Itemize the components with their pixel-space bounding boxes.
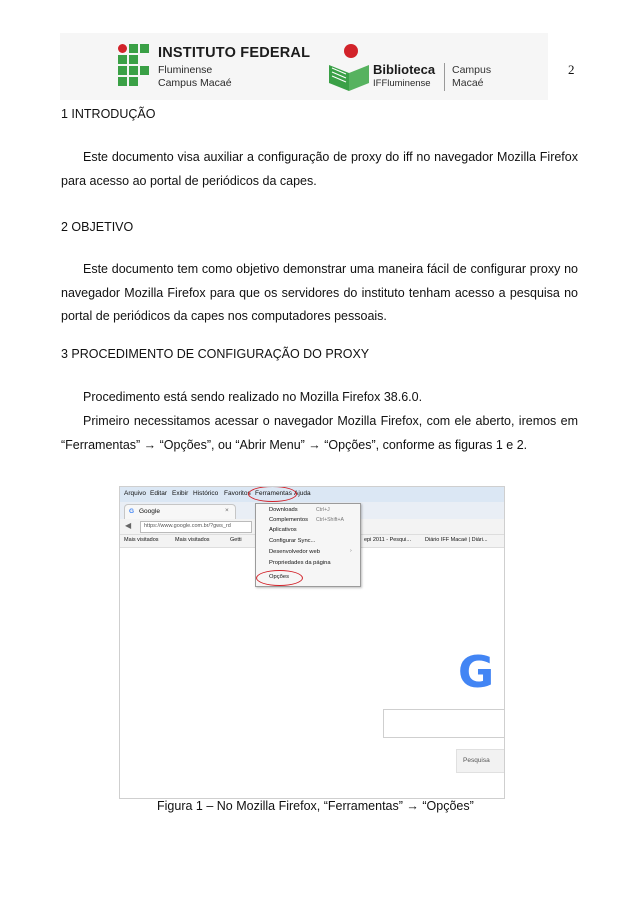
library-title: Biblioteca <box>373 62 436 77</box>
tab-title: Google <box>139 508 160 515</box>
url-text: https://www.google.com.br/?gws_rd <box>144 523 231 529</box>
highlight-ferramentas <box>248 486 297 502</box>
google-logo: G <box>458 647 495 698</box>
dropdown-configurar-sync[interactable]: Configurar Sync... <box>269 538 316 544</box>
google-search-input[interactable] <box>383 709 505 738</box>
library-book-icon <box>325 43 373 93</box>
url-input[interactable] <box>140 521 252 533</box>
procedure-heading: 3 PROCEDIMENTO DE CONFIGURAÇÃO DO PROXY <box>61 347 370 361</box>
bookmark-1[interactable]: Mais visitados <box>124 537 159 543</box>
search-button-label: Pesquisa <box>463 757 490 764</box>
institute-campus: Campus Macaé <box>158 77 232 89</box>
campus-name: Macaé <box>452 77 484 89</box>
shortcut-complementos: Ctrl+Shift+A <box>316 517 344 523</box>
divider <box>444 63 445 91</box>
dropdown-opcoes[interactable]: Opções <box>269 574 289 580</box>
dropdown-complementos[interactable]: Complementos <box>269 517 308 523</box>
library-subtitle: IFFluminense <box>373 78 431 89</box>
dropdown-desenvolvedor-web[interactable]: Desenvolvedor web <box>269 549 320 555</box>
google-favicon-icon: G <box>129 508 135 515</box>
dropdown-downloads[interactable]: Downloads <box>269 507 298 513</box>
menu-favoritos[interactable]: Favoritos <box>224 490 251 497</box>
submenu-arrow-icon: › <box>350 548 352 554</box>
institute-title: INSTITUTO FEDERAL <box>158 45 311 61</box>
bookmark-4[interactable]: epi 2011 - Pesqui... <box>364 537 411 543</box>
institute-subtitle: Fluminense <box>158 64 213 76</box>
dropdown-aplicativos[interactable]: Aplicativos <box>269 527 297 533</box>
bookmark-5[interactable]: Diário IFF Macaé | Diári... <box>425 537 488 543</box>
header-banner <box>60 33 548 100</box>
dropdown-propriedades[interactable]: Propriedades da página <box>269 560 331 566</box>
page-number: 2 <box>568 62 575 77</box>
shortcut-downloads: Ctrl+J <box>316 507 330 513</box>
browser-tab[interactable] <box>124 504 236 520</box>
highlight-opcoes <box>256 570 303 586</box>
bookmark-2[interactable]: Mais visitados <box>175 537 210 543</box>
objective-paragraph: Este documento tem como objetivo demonstrar uma maneira fácil de configurar proxy no navegador Mozilla Firefox para que os servidores do instituto tenham acesso a pesquisa no portal de periódicos da capes nos computadores pessoais. <box>61 262 578 323</box>
procedure-paragraph-2: Primeiro necessitamos acessar o navegador Mozilla Firefox, com ele aberto, iremos em “Ferramentas” → “Opções”, ou “Abrir Menu” → “Opções”, conforme as figuras 1 e 2. <box>61 414 578 452</box>
firefox-screenshot-figure <box>119 486 505 799</box>
intro-paragraph: Este documento visa auxiliar a configuração de proxy do iff no navegador Mozilla Firefox para acesso ao portal de periódicos da capes. <box>61 150 578 188</box>
intro-heading: 1 INTRODUÇÃO <box>61 107 156 121</box>
bookmark-3[interactable]: Getti <box>230 537 242 543</box>
menu-ajuda[interactable]: Ajuda <box>294 490 311 497</box>
menu-arquivo[interactable]: Arquivo <box>124 490 147 497</box>
google-search-button[interactable] <box>456 749 505 773</box>
firefox-menubar <box>120 487 504 502</box>
menu-editar[interactable]: Editar <box>150 490 167 497</box>
institute-logo <box>118 44 150 87</box>
menu-historico[interactable]: Histórico <box>193 490 219 497</box>
figure-caption: Figura 1 – No Mozilla Firefox, “Ferramentas” → “Opções” <box>157 799 474 813</box>
back-arrow-icon[interactable]: ◀ <box>125 521 132 530</box>
close-tab-icon[interactable]: × <box>225 507 229 514</box>
menu-ferramentas[interactable]: Ferramentas <box>255 490 292 497</box>
menu-exibir[interactable]: Exibir <box>172 490 189 497</box>
campus-label: Campus <box>452 64 492 76</box>
procedure-paragraph-1: Procedimento está sendo realizado no Mozilla Firefox 38.6.0. <box>83 390 423 404</box>
objective-heading: 2 OBJETIVO <box>61 220 134 234</box>
